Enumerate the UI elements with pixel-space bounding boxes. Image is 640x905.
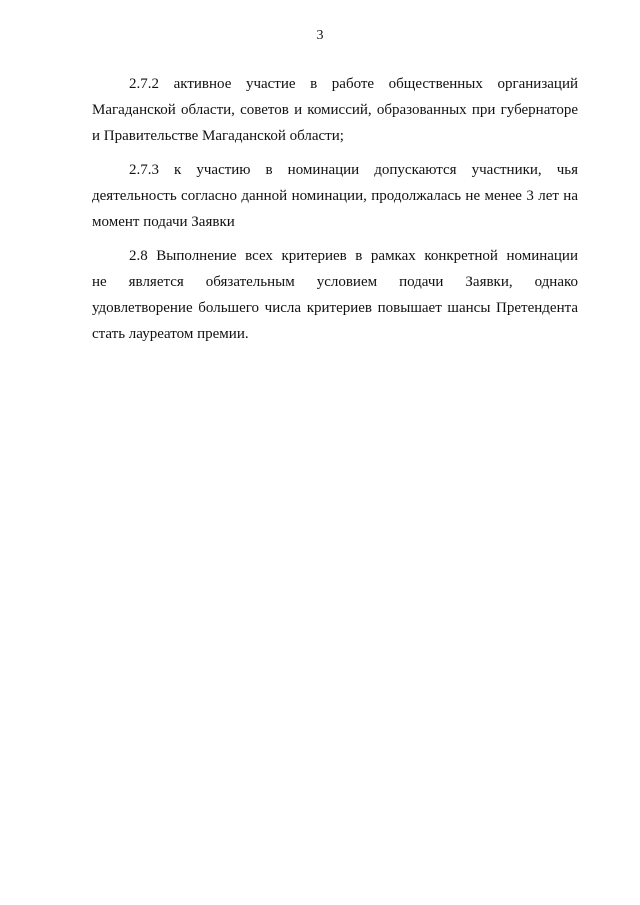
paragraph-2-7-2 — [92, 71, 578, 149]
text-line: 2.7.2 активное участие в работе общественных организаций — [129, 76, 578, 92]
text-line: деятельность согласно данной номинации, продолжалась не менее 3 лет на — [92, 188, 578, 204]
text-line: удовлетворение большего числа критериев повышает шансы Претендента — [92, 300, 578, 316]
text-line: 2.7.3 к участию в номинации допускаются участники, чья — [129, 162, 578, 178]
page-number: 3 — [316, 28, 324, 43]
text-line: стать лауреатом премии. — [92, 326, 249, 342]
paragraph-2-7-3 — [92, 157, 578, 235]
paragraph-2-8 — [92, 243, 578, 347]
text-line: не является обязательным условием подачи Заявки, однако — [92, 274, 578, 290]
text-line: момент подачи Заявки — [92, 214, 235, 230]
text-line: 2.8 Выполнение всех критериев в рамках конкретной номинации — [129, 248, 578, 264]
text-line: Магаданской области, советов и комиссий, образованных при губернаторе — [92, 102, 578, 118]
text-line: и Правительстве Магаданской области; — [92, 128, 344, 144]
document-body — [92, 71, 578, 355]
